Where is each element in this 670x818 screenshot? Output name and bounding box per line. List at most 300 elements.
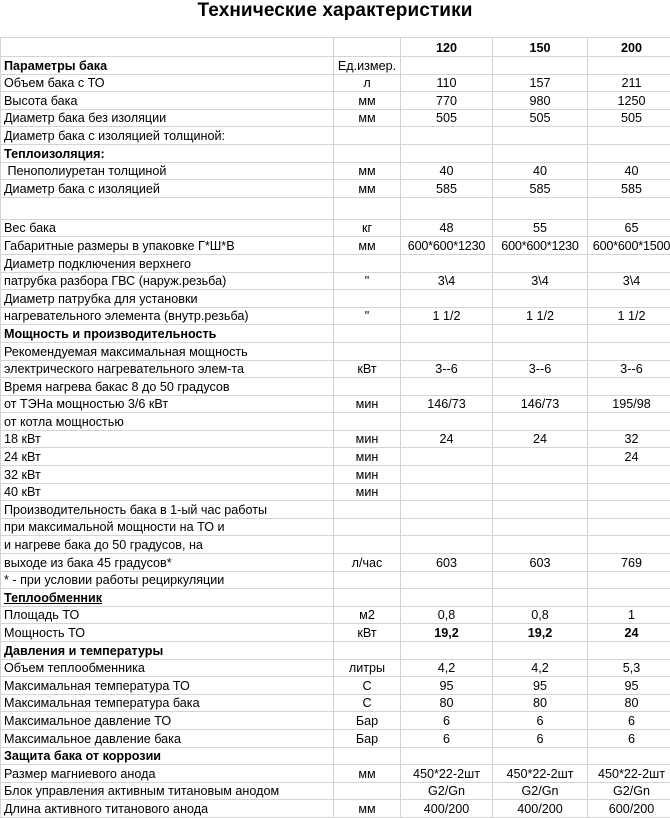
value-cell-model-120: 450*22-2шт	[401, 765, 493, 783]
param-name: 40 кВт	[4, 485, 41, 499]
param-name: Диаметр подключения верхнего	[4, 257, 191, 271]
param-name: Рекомендуемая максимальная мощность	[4, 345, 248, 359]
value-cell-model-150: 1 1/2	[493, 307, 588, 325]
value-cell-model-150	[493, 325, 588, 343]
param-name: Размер магниевого анода	[4, 767, 155, 781]
table-row	[1, 483, 670, 501]
param-name-cell	[1, 729, 334, 747]
unit-cell: литры	[334, 659, 401, 677]
value-cell-model-150	[493, 571, 588, 589]
value-cell-model-150: 157	[493, 74, 588, 92]
page-title: Технические характеристики	[0, 0, 670, 22]
table-row	[1, 430, 670, 448]
param-name-cell	[1, 571, 334, 589]
value-cell-model-120	[401, 483, 493, 501]
unit-cell: мин	[334, 448, 401, 466]
param-name-cell	[1, 144, 334, 162]
value-cell-model-150: 980	[493, 92, 588, 110]
value-cell-model-200: 6	[588, 729, 670, 747]
table-row	[1, 466, 670, 484]
value-cell-model-120: 48	[401, 219, 493, 237]
unit-cell: мин	[334, 483, 401, 501]
param-name-cell	[1, 782, 334, 800]
value-cell-model-200: 5,3	[588, 659, 670, 677]
param-name: и нагреве бака до 50 градусов, на	[4, 538, 203, 552]
value-cell-model-200: 195/98	[588, 395, 670, 413]
value-cell-model-200: 95	[588, 677, 670, 695]
value-cell-model-120: 770	[401, 92, 493, 110]
value-cell-model-200: 80	[588, 694, 670, 712]
param-name-cell	[1, 536, 334, 554]
value-cell-model-150: 450*22-2шт	[493, 765, 588, 783]
value-cell-model-200: 1250	[588, 92, 670, 110]
param-name-cell	[1, 448, 334, 466]
param-name: Диаметр бака с изоляцией толщиной:	[4, 129, 225, 143]
value-cell-model-120: 146/73	[401, 395, 493, 413]
param-name-cell	[1, 57, 334, 75]
param-name: Диаметр патрубка для установки	[4, 292, 198, 306]
table-row	[1, 342, 670, 360]
value-cell-model-150	[493, 589, 588, 607]
unit-cell: мм	[334, 765, 401, 783]
unit-cell: мм	[334, 237, 401, 255]
unit-cell	[334, 290, 401, 308]
value-cell-model-120: 0,8	[401, 606, 493, 624]
unit-cell: кВт	[334, 360, 401, 378]
unit-cell: "	[334, 307, 401, 325]
value-cell-model-120	[401, 571, 493, 589]
section-header-row	[1, 747, 670, 765]
value-cell-model-150	[493, 448, 588, 466]
value-cell-model-200	[588, 378, 670, 396]
table-row	[1, 729, 670, 747]
value-cell-model-150	[493, 290, 588, 308]
value-cell-model-120	[401, 197, 493, 219]
value-cell-model-120	[401, 290, 493, 308]
header-model-cell: 150	[493, 38, 588, 57]
value-cell-model-150: 6	[493, 729, 588, 747]
param-name: патрубка разбора ГВС (наруж.резьба)	[4, 274, 226, 288]
table-row	[1, 272, 670, 290]
param-name: Блок управления активным титановым анодом	[4, 784, 279, 798]
value-cell-model-200	[588, 501, 670, 519]
param-name-cell	[1, 677, 334, 695]
param-name: Объем теплообменника	[4, 661, 145, 675]
table-row	[1, 694, 670, 712]
table-row	[1, 219, 670, 237]
unit-cell: мм	[334, 162, 401, 180]
value-cell-model-120: G2/Gn	[401, 782, 493, 800]
value-cell-model-150: 600*600*1230	[493, 237, 588, 255]
value-cell-model-150	[493, 144, 588, 162]
table-row	[1, 290, 670, 308]
table-row	[1, 659, 670, 677]
param-name-cell	[1, 180, 334, 198]
unit-cell: Ед.измер.	[334, 57, 401, 75]
value-cell-model-120: 400/200	[401, 800, 493, 818]
value-cell-model-150: 40	[493, 162, 588, 180]
unit-cell	[334, 518, 401, 536]
value-cell-model-200	[588, 413, 670, 431]
value-cell-model-120	[401, 144, 493, 162]
value-cell-model-150: 400/200	[493, 800, 588, 818]
param-name-cell	[1, 430, 334, 448]
param-name: Вес бака	[4, 221, 56, 235]
unit-cell	[334, 378, 401, 396]
value-cell-model-150: 55	[493, 219, 588, 237]
value-cell-model-150	[493, 197, 588, 219]
value-cell-model-150: 505	[493, 109, 588, 127]
value-cell-model-120	[401, 589, 493, 607]
value-cell-model-200	[588, 144, 670, 162]
value-cell-model-120: 19,2	[401, 624, 493, 642]
value-cell-model-150	[493, 413, 588, 431]
header-name-cell	[1, 38, 334, 57]
value-cell-model-120: 603	[401, 554, 493, 572]
param-name-cell	[1, 483, 334, 501]
param-name: Мощность и производительность	[4, 327, 216, 341]
param-name: 18 кВт	[4, 432, 41, 446]
table-row	[1, 378, 670, 396]
param-name: Высота бака	[4, 94, 77, 108]
value-cell-model-150	[493, 747, 588, 765]
value-cell-model-200	[588, 290, 670, 308]
unit-cell	[334, 747, 401, 765]
table-row	[1, 413, 670, 431]
unit-cell	[334, 342, 401, 360]
param-name: Максимальное давление ТО	[4, 714, 171, 728]
value-cell-model-120	[401, 501, 493, 519]
table-row	[1, 606, 670, 624]
table-row	[1, 518, 670, 536]
value-cell-model-150: 6	[493, 712, 588, 730]
unit-cell: мин	[334, 466, 401, 484]
param-name-cell	[1, 74, 334, 92]
value-cell-model-200: 24	[588, 624, 670, 642]
unit-cell: кВт	[334, 624, 401, 642]
value-cell-model-120: 80	[401, 694, 493, 712]
table-row	[1, 92, 670, 110]
value-cell-model-120: 95	[401, 677, 493, 695]
unit-cell: м2	[334, 606, 401, 624]
param-name-cell	[1, 642, 334, 660]
unit-cell: мм	[334, 800, 401, 818]
param-name-cell	[1, 765, 334, 783]
table-row	[1, 254, 670, 272]
value-cell-model-200: 24	[588, 448, 670, 466]
table-row	[1, 571, 670, 589]
value-cell-model-120	[401, 342, 493, 360]
value-cell-model-150	[493, 466, 588, 484]
param-name: Защита бака от коррозии	[4, 749, 161, 763]
param-name-cell	[1, 606, 334, 624]
unit-cell	[334, 589, 401, 607]
value-cell-model-200	[588, 466, 670, 484]
value-cell-model-150	[493, 483, 588, 501]
value-cell-model-120	[401, 325, 493, 343]
param-name: Диаметр бака без изоляции	[4, 111, 166, 125]
value-cell-model-200	[588, 127, 670, 145]
table-row	[1, 109, 670, 127]
header-model-cell: 120	[401, 38, 493, 57]
param-name: Максимальная температура ТО	[4, 679, 190, 693]
param-name-cell	[1, 325, 334, 343]
value-cell-model-150: 3\4	[493, 272, 588, 290]
value-cell-model-120	[401, 413, 493, 431]
value-cell-model-200	[588, 483, 670, 501]
param-name: Пенополиуретан толщиной	[4, 164, 166, 178]
value-cell-model-200: 65	[588, 219, 670, 237]
param-name-cell	[1, 747, 334, 765]
unit-cell	[334, 325, 401, 343]
value-cell-model-200: 450*22-2шт	[588, 765, 670, 783]
value-cell-model-200: 769	[588, 554, 670, 572]
table-row	[1, 162, 670, 180]
param-name: нагревательного элемента (внутр.резьба)	[4, 309, 249, 323]
param-name: при максимальной мощности на ТО и	[4, 520, 225, 534]
param-name-cell	[1, 219, 334, 237]
param-name: Мощность ТО	[4, 626, 85, 640]
unit-cell	[334, 144, 401, 162]
param-name: Параметры бака	[4, 59, 107, 73]
table-header-row	[1, 38, 670, 57]
param-name: Габаритные размеры в упаковке Г*Ш*В	[4, 239, 235, 253]
value-cell-model-120: 110	[401, 74, 493, 92]
header-unit-cell	[334, 38, 401, 57]
unit-cell: "	[334, 272, 401, 290]
param-name-cell	[1, 378, 334, 396]
value-cell-model-200: 3\4	[588, 272, 670, 290]
value-cell-model-150	[493, 536, 588, 554]
unit-cell: С	[334, 694, 401, 712]
value-cell-model-200	[588, 747, 670, 765]
param-name-cell	[1, 518, 334, 536]
value-cell-model-120	[401, 536, 493, 554]
table-row	[1, 712, 670, 730]
param-name: 24 кВт	[4, 450, 41, 464]
param-name-cell	[1, 254, 334, 272]
value-cell-model-120	[401, 378, 493, 396]
value-cell-model-150	[493, 518, 588, 536]
value-cell-model-120: 6	[401, 729, 493, 747]
table-row	[1, 677, 670, 695]
param-name-cell	[1, 624, 334, 642]
value-cell-model-120: 3\4	[401, 272, 493, 290]
value-cell-model-150: 3--6	[493, 360, 588, 378]
table-row	[1, 624, 670, 642]
table-row	[1, 237, 670, 255]
param-name: Объем бака с ТО	[4, 76, 105, 90]
value-cell-model-200: 3--6	[588, 360, 670, 378]
param-name-cell	[1, 413, 334, 431]
value-cell-model-120: 40	[401, 162, 493, 180]
param-name: Максимальное давление бака	[4, 732, 181, 746]
value-cell-model-150	[493, 342, 588, 360]
value-cell-model-200	[588, 518, 670, 536]
value-cell-model-200: 40	[588, 162, 670, 180]
unit-cell: Бар	[334, 729, 401, 747]
value-cell-model-120: 505	[401, 109, 493, 127]
value-cell-model-200: 600*600*1500	[588, 237, 670, 255]
param-name-cell	[1, 800, 334, 818]
section-header-row	[1, 57, 670, 75]
value-cell-model-150: 146/73	[493, 395, 588, 413]
value-cell-model-150: 4,2	[493, 659, 588, 677]
table-row	[1, 765, 670, 783]
value-cell-model-200: G2/Gn	[588, 782, 670, 800]
unit-cell: мм	[334, 180, 401, 198]
value-cell-model-200: 1 1/2	[588, 307, 670, 325]
value-cell-model-150	[493, 254, 588, 272]
value-cell-model-120	[401, 254, 493, 272]
unit-cell	[334, 501, 401, 519]
value-cell-model-120: 600*600*1230	[401, 237, 493, 255]
value-cell-model-150: 585	[493, 180, 588, 198]
table-row	[1, 782, 670, 800]
unit-cell	[334, 571, 401, 589]
spec-table	[0, 37, 670, 818]
table-row	[1, 536, 670, 554]
param-name: Теплоизоляция:	[4, 147, 105, 161]
param-name-cell	[1, 237, 334, 255]
param-name: Давления и температуры	[4, 644, 163, 658]
value-cell-model-200	[588, 342, 670, 360]
param-name-cell	[1, 659, 334, 677]
param-name: Теплообменник	[4, 591, 102, 605]
param-name-cell	[1, 127, 334, 145]
section-header-row	[1, 325, 670, 343]
param-name-cell	[1, 92, 334, 110]
param-name-cell	[1, 360, 334, 378]
param-name: Площадь ТО	[4, 608, 79, 622]
unit-cell: мм	[334, 92, 401, 110]
unit-cell: мин	[334, 395, 401, 413]
value-cell-model-200	[588, 197, 670, 219]
value-cell-model-200	[588, 642, 670, 660]
param-name: Диаметр бака с изоляцией	[4, 182, 160, 196]
unit-cell: Бар	[334, 712, 401, 730]
table-row	[1, 180, 670, 198]
table-row	[1, 307, 670, 325]
value-cell-model-150	[493, 127, 588, 145]
unit-cell	[334, 782, 401, 800]
table-row	[1, 554, 670, 572]
param-name-cell	[1, 694, 334, 712]
param-name: 32 кВт	[4, 468, 41, 482]
table-row	[1, 127, 670, 145]
param-name-cell	[1, 162, 334, 180]
param-name-cell	[1, 501, 334, 519]
value-cell-model-120	[401, 466, 493, 484]
value-cell-model-200	[588, 325, 670, 343]
param-name-cell	[1, 197, 334, 219]
value-cell-model-120: 1 1/2	[401, 307, 493, 325]
value-cell-model-120: 4,2	[401, 659, 493, 677]
section-header-row	[1, 589, 670, 607]
value-cell-model-200: 585	[588, 180, 670, 198]
unit-cell: л/час	[334, 554, 401, 572]
value-cell-model-200: 32	[588, 430, 670, 448]
param-name-cell	[1, 307, 334, 325]
table-row	[1, 448, 670, 466]
value-cell-model-200: 211	[588, 74, 670, 92]
value-cell-model-120	[401, 127, 493, 145]
param-name: Время нагрева бакас 8 до 50 градусов	[4, 380, 230, 394]
value-cell-model-150: 603	[493, 554, 588, 572]
value-cell-model-200: 505	[588, 109, 670, 127]
value-cell-model-200: 600/200	[588, 800, 670, 818]
param-name-cell	[1, 109, 334, 127]
value-cell-model-120	[401, 518, 493, 536]
param-name-cell	[1, 342, 334, 360]
value-cell-model-200	[588, 536, 670, 554]
param-name: от котла мощностью	[4, 415, 124, 429]
table-row	[1, 74, 670, 92]
value-cell-model-200	[588, 57, 670, 75]
value-cell-model-120	[401, 642, 493, 660]
value-cell-model-150	[493, 642, 588, 660]
unit-cell: кг	[334, 219, 401, 237]
value-cell-model-120: 24	[401, 430, 493, 448]
param-name: Производительность бака в 1-ый час работы	[4, 503, 267, 517]
param-name: выходе из бака 45 градусов*	[4, 556, 172, 570]
param-name-cell	[1, 290, 334, 308]
param-name-cell	[1, 395, 334, 413]
unit-cell	[334, 127, 401, 145]
param-name: Длина активного титанового анода	[4, 802, 208, 816]
unit-cell: мм	[334, 109, 401, 127]
unit-cell	[334, 413, 401, 431]
param-name-cell	[1, 589, 334, 607]
unit-cell	[334, 536, 401, 554]
unit-cell	[334, 197, 401, 219]
value-cell-model-150: 24	[493, 430, 588, 448]
value-cell-model-150: 95	[493, 677, 588, 695]
header-model-cell: 200	[588, 38, 670, 57]
param-name: от ТЭНа мощностью 3/6 кВт	[4, 397, 168, 411]
param-name-cell	[1, 272, 334, 290]
section-header-row	[1, 144, 670, 162]
blank-row	[1, 197, 670, 219]
value-cell-model-120	[401, 448, 493, 466]
param-name-cell	[1, 466, 334, 484]
param-name-cell	[1, 712, 334, 730]
value-cell-model-120: 585	[401, 180, 493, 198]
unit-cell: мин	[334, 430, 401, 448]
value-cell-model-200	[588, 589, 670, 607]
value-cell-model-120: 3--6	[401, 360, 493, 378]
table-row	[1, 501, 670, 519]
table-row	[1, 395, 670, 413]
value-cell-model-200	[588, 571, 670, 589]
unit-cell: С	[334, 677, 401, 695]
value-cell-model-150	[493, 501, 588, 519]
param-name: электрического нагревательного элем-та	[4, 362, 244, 376]
value-cell-model-150: 0,8	[493, 606, 588, 624]
value-cell-model-120	[401, 747, 493, 765]
value-cell-model-150: 80	[493, 694, 588, 712]
unit-cell	[334, 642, 401, 660]
value-cell-model-120: 6	[401, 712, 493, 730]
value-cell-model-200	[588, 254, 670, 272]
param-name: * - при условии работы рециркуляции	[4, 573, 224, 587]
table-row	[1, 800, 670, 818]
value-cell-model-200: 1	[588, 606, 670, 624]
value-cell-model-150: 19,2	[493, 624, 588, 642]
param-name-cell	[1, 554, 334, 572]
unit-cell	[334, 254, 401, 272]
value-cell-model-150: G2/Gn	[493, 782, 588, 800]
